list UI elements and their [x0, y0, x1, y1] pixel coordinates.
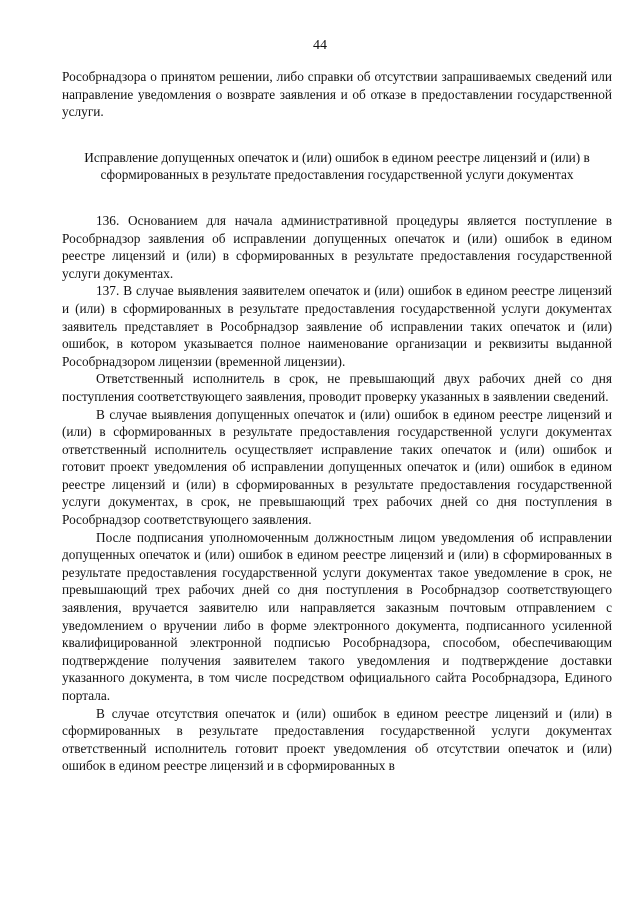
- paragraph-notification: После подписания уполномоченным должностным лицом уведомления об исправлении допущенных опечаток и (или) ошибок в едином реестре лицензий и (или) в сформированных в результате предоставления государственной услуги документах такое уведомление в срок, не превышающий трех рабочих дней со дня поступления в Рособрнадзор соответствующего заявления, вручается заявителю или направляется заказным почтовым отправлением с уведомлением о вручении либо в форме электронного документа, подписанного усиленной квалифицированной электронной подписью Рособрнадзора, способом, обеспечивающим подтверждение получения заявителем такого уведомления и подтверждение доставки указанного документа, в том числе посредством официального сайта Рособрнадзора, Единого портала.: [62, 529, 612, 703]
- paragraph-verification: Ответственный исполнитель в срок, не превышающий двух рабочих дней со дня поступления соответствующего заявления, проводит проверку указанных в заявлении сведений.: [62, 371, 612, 404]
- section-heading: Исправление допущенных опечаток и (или) ошибок в едином реестре лицензий и (или) в сформированных в результате предоставления государственной услуги документах: [84, 149, 590, 183]
- page-number: 44: [313, 38, 327, 53]
- intro-paragraph: Рособрнадзора о принятом решении, либо справки об отсутствии запрашиваемых сведений или направление уведомления о возврате заявления и об отказе в предоставлении государственной услуги.: [62, 69, 612, 120]
- paragraph-no-errors: В случае отсутствия опечаток и (или) ошибок в едином реестре лицензий и (или) в сформированных в результате предоставления государственной услуги документах ответственный исполнитель готовит проект уведомления об отсутствии опечаток и (или) ошибок в едином реестре лицензий и в сформированных в: [62, 705, 612, 774]
- paragraph-136: 136. Основанием для начала административной процедуры является поступление в Рособрнадзор заявления об исправлении допущенных опечаток и (или) ошибок в едином реестре лицензий и (или) в сформированных в результате предоставления государственной услуги документах.: [62, 212, 612, 281]
- paragraph-correction: В случае выявления допущенных опечаток и (или) ошибок в едином реестре лицензий и (или) в сформированных в результате предоставления государственной услуги документах ответственный исполнитель осуществляет исправление таких опечаток и (или) ошибок и готовит проект уведомления об исправлении допущенных опечаток и (или) ошибок в едином реестре лицензий и (или) в сформированных в результате предоставления государственной услуги документах, в срок, не превышающий трех рабочих дней со дня поступления в Рособрнадзор соответствующего заявления.: [62, 406, 612, 528]
- paragraph-137: 137. В случае выявления заявителем опечаток и (или) ошибок в едином реестре лицензий и (или) в сформированных в результате предоставления государственной услуги документах заявитель представляет в Рособрнадзор заявление об исправлении таких опечаток и (или) ошибок, в котором указывается полное наименование организации и реквизиты выданной Рособрнадзором лицензии (временной лицензии).: [62, 283, 612, 369]
- document-body: [62, 68, 612, 775]
